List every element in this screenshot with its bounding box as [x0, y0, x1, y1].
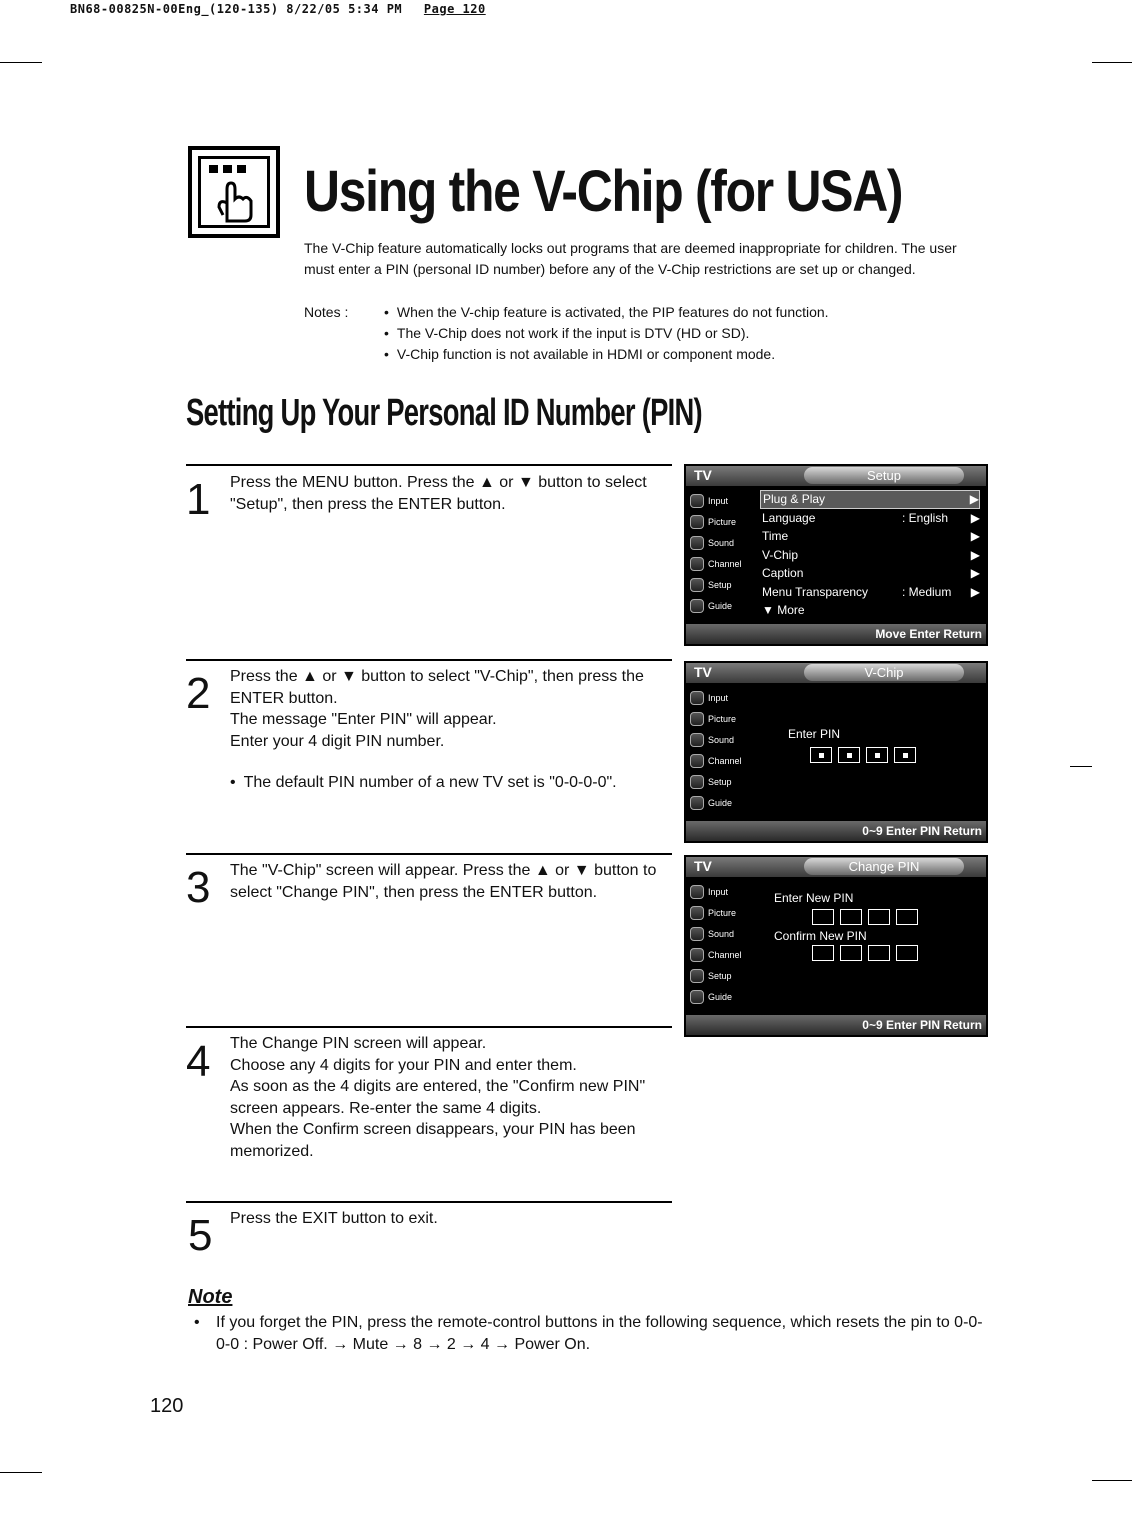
pin-digit-box: [868, 909, 890, 925]
step-divider: [186, 1201, 672, 1203]
channel-icon: [690, 557, 704, 571]
osd-sidebar-item: Picture: [690, 708, 756, 729]
step-text: Press the MENU button. Press the ▲ or ▼ button to select "Setup", then press the ENTER button.: [230, 474, 647, 513]
osd-title-bar: [686, 466, 986, 486]
osd-sidebar-item: Input: [690, 687, 756, 708]
osd-menu-title: Setup: [804, 467, 964, 484]
tv-label: TV: [694, 858, 712, 874]
pin-digit-box: [896, 945, 918, 961]
osd-sidebar-item: Sound: [690, 923, 756, 944]
osd-sidebar-item: Sound: [690, 532, 756, 553]
input-icon: [690, 691, 704, 705]
step-number: 3: [186, 863, 211, 912]
new-pin-boxes: [812, 909, 918, 925]
pin-digit-box: [840, 909, 862, 925]
crop-mark: [1092, 1480, 1132, 1481]
osd-title-bar: [686, 663, 986, 683]
step-number: 1: [186, 475, 211, 524]
file-info: BN68-00825N-00Eng_(120-135) 8/22/05 5:34 PM: [70, 2, 403, 16]
section-title: Setting Up Your Personal ID Number (PIN): [186, 392, 702, 434]
osd-menu-title: V-Chip: [804, 664, 964, 681]
step-text: The "V-Chip" screen will appear. Press the ▲ or ▼ button to select "Change PIN", then press the ENTER button.: [230, 862, 657, 901]
step-bullet: • The default PIN number of a new TV set is "0-0-0-0".: [230, 774, 617, 791]
osd-menu-item: Plug & Play ▶: [760, 490, 980, 509]
step-divider: [186, 853, 672, 855]
screen-setup-menu: [684, 464, 988, 646]
crop-mark: [1070, 766, 1092, 767]
osd-sidebar-item: Guide: [690, 595, 756, 616]
osd-sidebar-item: Setup: [690, 965, 756, 986]
osd-menu-item: Menu Transparency : Medium ▶: [762, 584, 980, 599]
step-number: 4: [186, 1037, 211, 1086]
pin-digit-box: [812, 945, 834, 961]
input-icon: [690, 885, 704, 899]
step-text: Press the ▲ or ▼ button to select "V-Chip", then press the ENTER button. The message "Enter PIN" will appear. Enter your 4 digit PIN number.: [230, 668, 644, 750]
notes: [304, 302, 984, 365]
osd-sidebar-item: Guide: [690, 986, 756, 1007]
osd-sidebar: [690, 687, 756, 813]
setup-icon: [690, 578, 704, 592]
page-title: Using the V-Chip (for USA): [304, 159, 903, 224]
osd-menu-item: Language : English ▶: [762, 510, 980, 525]
osd-menu-item: V-Chip ▶: [762, 547, 980, 562]
pin-digit-box: [896, 909, 918, 925]
osd-sidebar-item: Setup: [690, 574, 756, 595]
step-number: 5: [188, 1211, 213, 1260]
intro-text: The V-Chip feature automatically locks out programs that are deemed inappropriate for children. The user must enter a PIN (personal ID number) before any of the V-Chip restrictions are set up or changed.: [304, 240, 957, 277]
tv-label: TV: [694, 664, 712, 680]
setup-icon: [690, 969, 704, 983]
osd-sidebar-item: Channel: [690, 750, 756, 771]
notes-label: Notes :: [304, 304, 349, 320]
confirm-new-pin-label: Confirm New PIN: [774, 929, 867, 943]
osd-sidebar-item: Channel: [690, 944, 756, 965]
osd-sidebar-item: Guide: [690, 792, 756, 813]
enter-pin-label: Enter PIN: [788, 727, 841, 741]
picture-icon: [690, 712, 704, 726]
osd-help-bar: Move Enter Return: [686, 624, 986, 644]
osd-sidebar: [690, 490, 756, 616]
osd-menu-list: [760, 490, 980, 620]
print-header: [70, 2, 486, 16]
screen-vchip-enter-pin: [684, 661, 988, 843]
step-text: The Change PIN screen will appear. Choose any 4 digits for your PIN and enter them. As soon as the 4 digits are entered, the "Confirm new PIN" screen appears. Re-enter the same 4 digits. When the Confirm screen disappears, your PIN has been memorized.: [230, 1035, 646, 1160]
guide-icon: [690, 990, 704, 1004]
note-item: • When the V-chip feature is activated, the PIP features do not function.: [384, 302, 829, 323]
sound-icon: [690, 536, 704, 550]
step-text: Press the EXIT button to exit.: [230, 1210, 438, 1227]
osd-menu-item: ▼ More: [762, 603, 805, 618]
osd-sidebar-item: Channel: [690, 553, 756, 574]
page-number: 120: [150, 1395, 184, 1417]
guide-icon: [690, 796, 704, 810]
hand-menu-icon: [188, 146, 280, 238]
step-divider: [186, 1026, 672, 1028]
pin-digit-box: [810, 747, 832, 763]
pin-digit-box: [840, 945, 862, 961]
picture-icon: [690, 906, 704, 920]
picture-icon: [690, 515, 704, 529]
pin-digit-box: [868, 945, 890, 961]
pin-digit-box: [866, 747, 888, 763]
channel-icon: [690, 948, 704, 962]
tv-label: TV: [694, 467, 712, 483]
crop-mark: [0, 62, 42, 63]
input-icon: [690, 494, 704, 508]
sound-icon: [690, 927, 704, 941]
setup-icon: [690, 775, 704, 789]
note-item: • V-Chip function is not available in HDMI or component mode.: [384, 344, 775, 365]
step-divider: [186, 659, 672, 661]
crop-mark: [0, 1472, 42, 1473]
osd-help-bar: 0~9 Enter PIN Return: [686, 1015, 986, 1035]
note-heading: Note: [188, 1286, 233, 1308]
osd-sidebar: [690, 881, 756, 1007]
pin-entry-boxes: [810, 747, 916, 763]
pin-digit-box: [838, 747, 860, 763]
pin-digit-box: [812, 909, 834, 925]
crop-mark: [1092, 62, 1132, 63]
step-divider: [186, 464, 672, 466]
osd-sidebar-item: Input: [690, 490, 756, 511]
osd-sidebar-item: Sound: [690, 729, 756, 750]
step-number: 2: [186, 669, 211, 718]
page-label: Page 120: [423, 2, 486, 16]
osd-sidebar-item: Picture: [690, 511, 756, 532]
enter-new-pin-label: Enter New PIN: [774, 891, 854, 905]
osd-sidebar-item: Setup: [690, 771, 756, 792]
sound-icon: [690, 733, 704, 747]
step-bullet-text: The default PIN number of a new TV set is "0-0-0-0".: [243, 774, 617, 791]
guide-icon: [690, 599, 704, 613]
osd-help-bar: 0~9 Enter PIN Return: [686, 821, 986, 841]
osd-title-bar: [686, 857, 986, 877]
note-text: • If you forget the PIN, press the remote-control buttons in the following sequence, which resets the pin to 0-0-0-0 : Power Off. → Mute → 8 → 2 → 4 → Power On.: [186, 1312, 986, 1356]
screen-change-pin: [684, 855, 988, 1037]
note-item: • The V-Chip does not work if the input is DTV (HD or SD).: [384, 323, 749, 344]
osd-menu-item: Time ▶: [762, 529, 980, 544]
osd-menu-title: Change PIN: [804, 858, 964, 875]
osd-menu-item: Caption ▶: [762, 566, 980, 581]
channel-icon: [690, 754, 704, 768]
osd-sidebar-item: Picture: [690, 902, 756, 923]
osd-sidebar-item: Input: [690, 881, 756, 902]
pin-digit-box: [894, 747, 916, 763]
confirm-pin-boxes: [812, 945, 918, 961]
